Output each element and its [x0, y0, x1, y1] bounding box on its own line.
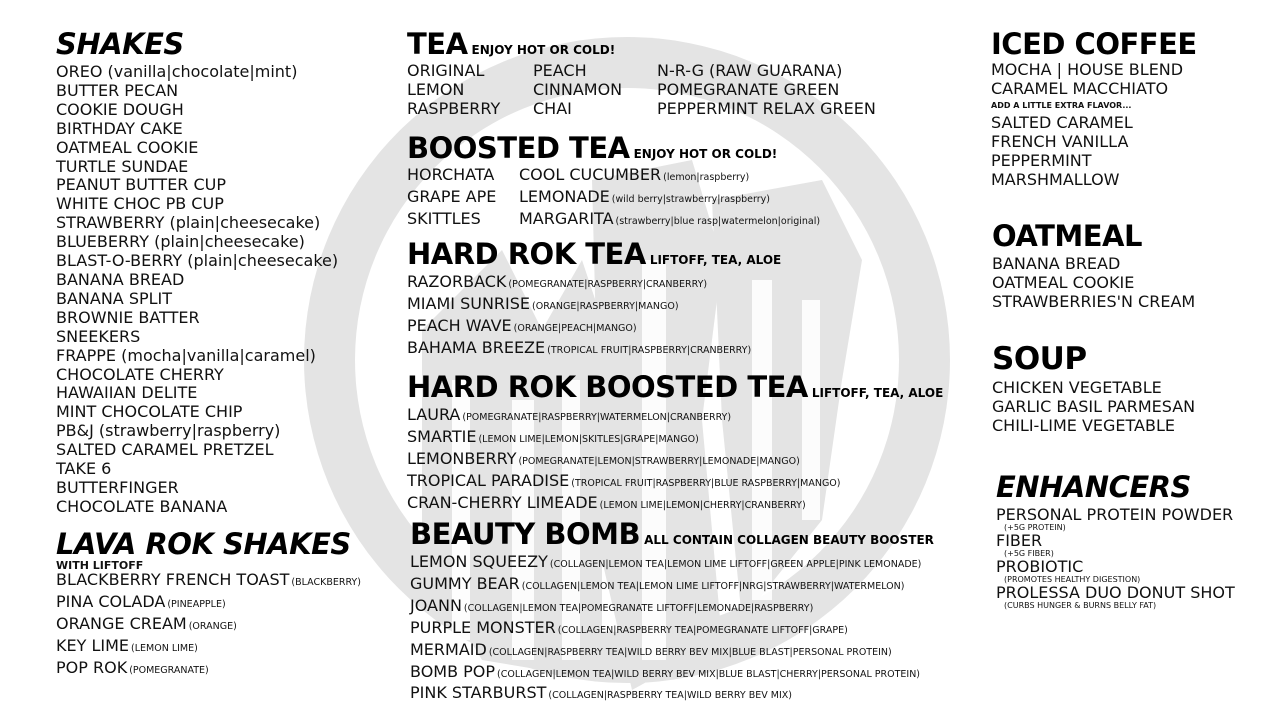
hardrokboosted-item — [407, 494, 967, 516]
hardrokboosted-item — [407, 472, 967, 494]
hardrokboosted-item-name: SMARTIE — [407, 426, 477, 446]
hardrokboosted-item-note: (LEMON LIME|LEMON|CHERRY|CRANBERRY) — [599, 499, 806, 511]
beauty-title: BEAUTY BOMB — [410, 517, 641, 551]
hardrokboosted-item-name: LAURA — [407, 405, 461, 424]
shake-item: BIRTHDAY CAKE — [56, 118, 183, 138]
hardrokboosted-item-name: CRAN-CHERRY LIMEADE — [407, 492, 598, 512]
tea-item: PEACH — [533, 61, 587, 80]
shake-item: SNEEKERS — [56, 326, 141, 346]
oatmeal-item: BANANA BREAD — [992, 254, 1121, 273]
tea-title: TEA — [407, 27, 468, 61]
enhancer-item: FIBER — [996, 531, 1043, 550]
beauty-item — [410, 641, 970, 663]
soup-list — [992, 379, 1195, 436]
boosted-item — [519, 166, 967, 188]
iced-flavor: SALTED CARAMEL — [991, 112, 1133, 132]
lava-item-name: PINA COLADA — [56, 591, 166, 611]
lava-list — [56, 571, 361, 681]
beauty-item — [410, 597, 970, 619]
iced-flavor: FRENCH VANILLA — [991, 131, 1129, 151]
boosted-item — [519, 210, 967, 232]
shakes-section — [56, 27, 339, 517]
shake-item: OATMEAL COOKIE — [56, 137, 199, 157]
hardrok-title: HARD ROK TEA — [407, 237, 646, 271]
shake-item: STRAWBERRY (plain|cheesecake) — [56, 213, 321, 233]
iced-flavor: MARSHMALLOW — [991, 169, 1120, 189]
hardrokboosted-item-note: (POMEGRANATE|LEMON|STRAWBERRY|LEMONADE|MANGO) — [518, 455, 800, 467]
beauty-item-note: (COLLAGEN|LEMON TEA|WILD BERRY BEV MIX|BLUE BLAST|CHERRY|PERSONAL PROTEIN) — [497, 668, 921, 680]
beauty-item-note: (COLLAGEN|LEMON TEA|LEMON LIME LIFTOFF|GREEN APPLE|PINK LEMONADE) — [549, 559, 922, 570]
shake-item: HAWAIIAN DELITE — [56, 383, 198, 403]
boosted-section — [407, 131, 967, 232]
lava-item-note: (BLACKBERRY) — [291, 577, 361, 588]
boosted-item-name: GRAPE APE — [407, 186, 497, 206]
soup-title: SOUP — [992, 341, 1087, 377]
iced-item: MOCHA | HOUSE BLEND — [991, 60, 1184, 79]
boosted-item-note: (lemon|raspberry) — [663, 172, 750, 183]
beauty-item-name: PINK STARBURST — [410, 683, 547, 703]
iced-extra-label: ADD A LITTLE EXTRA FLAVOR... — [991, 100, 1132, 110]
hardrok-item-name: RAZORBACK — [407, 272, 507, 291]
hardrokboosted-item — [407, 428, 967, 450]
shake-item: MINT CHOCOLATE CHIP — [56, 402, 243, 422]
enhancer-item: PROBIOTIC — [996, 557, 1084, 576]
shake-item: SALTED CARAMEL PRETZEL — [56, 440, 274, 460]
hardrokboosted-item-note: (TROPICAL FRUIT|RASPBERRY|BLUE RASPBERRY|MANGO) — [571, 477, 841, 489]
shake-item: PB&J (strawberry|raspberry) — [56, 421, 281, 441]
shake-item: BROWNIE BATTER — [56, 307, 200, 327]
oatmeal-title: OATMEAL — [992, 219, 1142, 253]
lava-item-name: KEY LIME — [56, 635, 130, 655]
hardrokboosted-item-name: TROPICAL PARADISE — [407, 470, 570, 490]
lava-item-note: (ORANGE) — [188, 620, 237, 632]
hardrok-item-note: (TROPICAL FRUIT|RASPBERRY|CRANBERRY) — [547, 344, 752, 356]
shake-item: CHOCOLATE BANANA — [56, 496, 228, 516]
beauty-list — [410, 553, 970, 706]
tea-item: LEMON — [407, 79, 465, 99]
beauty-item-note: (COLLAGEN|RASPBERRY TEA|WILD BERRY BEV MIX|BLUE BLAST|PERSONAL PROTEIN) — [488, 646, 892, 658]
tea-item: N-R-G (RAW GUARANA) — [657, 61, 843, 80]
beauty-subtitle: ALL CONTAIN COLLAGEN BEAUTY BOOSTER — [644, 533, 934, 547]
hardrok-list — [407, 273, 967, 361]
hardrok-item-note: (POMEGRANATE|RASPBERRY|CRANBERRY) — [508, 279, 708, 290]
hardrokboosted-item — [407, 406, 967, 428]
shake-item: WHITE CHOC PB CUP — [56, 194, 224, 214]
iced-list — [991, 61, 1197, 99]
boosted-item — [519, 188, 967, 210]
hardrok-item — [407, 317, 967, 339]
boosted-item-name: HORCHATA — [407, 165, 495, 184]
tea-item: RASPBERRY — [407, 98, 501, 118]
soup-section — [992, 341, 1196, 436]
boosted-grid — [407, 166, 967, 232]
enhancer-item: PROLESSA DUO DONUT SHOT — [996, 583, 1235, 602]
shake-item: TURTLE SUNDAE — [56, 156, 189, 176]
hardrok-section — [407, 237, 967, 361]
beauty-item-note: (COLLAGEN|LEMON TEA|LEMON LIME LIFTOFF|NRG|STRAWBERRY|WATERMELON) — [521, 580, 905, 592]
boosted-item-name: LEMONADE — [519, 186, 610, 206]
beauty-item-note: (COLLAGEN|RASPBERRY TEA|WILD BERRY BEV MIX) — [548, 690, 792, 702]
lava-subtitle: WITH LIFTOFF — [56, 559, 144, 572]
shakes-title: SHAKES — [56, 27, 184, 61]
hardrok-subtitle: LIFTOFF, TEA, ALOE — [649, 253, 782, 267]
enhancers-list — [996, 506, 1235, 610]
beauty-item — [410, 684, 970, 706]
hardrok-item — [407, 295, 967, 317]
hardrok-item-note: (ORANGE|RASPBERRY|MANGO) — [532, 300, 679, 312]
lava-item-name: POP ROK — [56, 657, 128, 677]
boosted-item-note: (strawberry|blue rasp|watermelon|original) — [615, 215, 821, 227]
lava-title: LAVA ROK SHAKES — [56, 527, 351, 561]
enhancer-note: (CURBS HUNGER & BURNS BELLY FAT) — [1004, 601, 1157, 610]
lava-item-name: BLACKBERRY FRENCH TOAST — [56, 570, 290, 589]
shake-item: BUTTER PECAN — [56, 80, 179, 100]
beauty-item — [410, 553, 970, 575]
lava-item — [56, 571, 361, 593]
shakes-list — [56, 63, 338, 517]
shake-item: COOKIE DOUGH — [56, 99, 184, 119]
hardrokboosted-section — [407, 370, 967, 516]
enhancer-note: (+5G FIBER) — [1004, 549, 1054, 558]
lava-item — [56, 659, 361, 681]
tea-subtitle: ENJOY HOT OR COLD! — [471, 43, 616, 57]
shake-item: CHOCOLATE CHERRY — [56, 364, 224, 384]
beauty-item-name: MERMAID — [410, 639, 487, 659]
lava-item — [56, 593, 361, 615]
beauty-item — [410, 663, 970, 685]
boosted-title: BOOSTED TEA — [407, 131, 630, 165]
iced-flavor: PEPPERMINT — [991, 150, 1092, 170]
enhancer-note: (PROMOTES HEALTHY DIGESTION) — [1004, 575, 1141, 584]
lava-item — [56, 615, 361, 637]
beauty-item-name: BOMB POP — [410, 661, 496, 681]
tea-item: ORIGINAL — [407, 61, 485, 80]
shake-item: BANANA SPLIT — [56, 288, 173, 308]
hardrokboosted-item-name: LEMONBERRY — [407, 448, 517, 468]
shake-item: PEANUT BUTTER CUP — [56, 175, 227, 195]
lava-item-note: (POMEGRANATE) — [129, 664, 209, 676]
shake-item: BANANA BREAD — [56, 269, 185, 289]
shake-item: FRAPPE (mocha|vanilla|caramel) — [56, 345, 316, 365]
boosted-item-name: SKITTLES — [407, 208, 481, 228]
soup-item: CHICKEN VEGETABLE — [992, 378, 1162, 397]
lava-section — [56, 527, 361, 681]
hardrokboosted-title: HARD ROK BOOSTED TEA — [407, 370, 808, 404]
hardrok-item — [407, 339, 967, 361]
tea-item: CHAI — [533, 98, 572, 118]
lava-item-note: (LEMON LIME) — [131, 642, 198, 654]
iced-section — [991, 27, 1197, 189]
shake-item: BLAST-O-BERRY (plain|cheesecake) — [56, 251, 339, 271]
soup-item: CHILI-LIME VEGETABLE — [992, 415, 1175, 435]
boosted-item — [407, 188, 519, 210]
oatmeal-list — [992, 255, 1195, 312]
hardrok-item-name: PEACH WAVE — [407, 315, 512, 335]
oatmeal-item: STRAWBERRIES'N CREAM — [992, 291, 1196, 311]
enhancer-item: PERSONAL PROTEIN POWDER — [996, 505, 1234, 524]
hardrok-item-name: MIAMI SUNRISE — [407, 293, 531, 313]
beauty-item-name: LEMON SQUEEZY — [410, 552, 548, 571]
lava-item-name: ORANGE CREAM — [56, 613, 187, 633]
boosted-item — [407, 210, 519, 232]
tea-item: POMEGRANATE GREEN — [657, 79, 840, 99]
iced-title: ICED COFFEE — [991, 27, 1197, 61]
tea-section — [407, 27, 967, 119]
boosted-item-name: COOL CUCUMBER — [519, 165, 662, 184]
enhancers-title: ENHANCERS — [996, 470, 1191, 504]
beauty-section — [410, 517, 970, 706]
soup-item: GARLIC BASIL PARMESAN — [992, 396, 1196, 416]
shake-item: BLUEBERRY (plain|cheesecake) — [56, 232, 305, 252]
beauty-item-note: (COLLAGEN|RASPBERRY TEA|POMEGRANATE LIFTOFF|GRAPE) — [557, 624, 848, 636]
oatmeal-item: OATMEAL COOKIE — [992, 272, 1135, 292]
beauty-item — [410, 619, 970, 641]
tea-item: PEPPERMINT RELAX GREEN — [657, 98, 876, 118]
lava-item-note: (PINEAPPLE) — [167, 598, 226, 610]
enhancers-section — [996, 470, 1235, 610]
beauty-item-name: GUMMY BEAR — [410, 573, 520, 593]
boosted-item — [407, 166, 519, 188]
tea-item: CINNAMON — [533, 79, 623, 99]
beauty-item-name: JOANN — [410, 595, 462, 615]
beauty-item — [410, 575, 970, 597]
hardrokboosted-item-note: (LEMON LIME|LEMON|SKITLES|GRAPE|MANGO) — [478, 433, 699, 445]
boosted-subtitle: ENJOY HOT OR COLD! — [633, 147, 778, 161]
enhancer-note: (+5G PROTEIN) — [1004, 523, 1066, 532]
iced-flavors — [991, 114, 1197, 190]
iced-item: CARAMEL MACCHIATO — [991, 78, 1169, 98]
hardrok-item — [407, 273, 967, 295]
beauty-item-note: (COLLAGEN|LEMON TEA|POMEGRANATE LIFTOFF|LEMONADE|RASPBERRY) — [463, 602, 814, 614]
hardrokboosted-subtitle: LIFTOFF, TEA, ALOE — [811, 386, 944, 400]
boosted-item-note: (wild berry|strawberry|raspberry) — [611, 193, 770, 205]
oatmeal-section — [992, 219, 1196, 312]
hardrok-item-name: BAHAMA BREEZE — [407, 337, 546, 357]
shake-item: TAKE 6 — [56, 459, 112, 479]
lava-item — [56, 637, 361, 659]
hardrokboosted-item-note: (POMEGRANATE|RASPBERRY|WATERMELON|CRANBERRY) — [462, 412, 732, 423]
hardrok-item-note: (ORANGE|PEACH|MANGO) — [513, 322, 637, 334]
hardrokboosted-list — [407, 406, 967, 516]
shake-item: OREO (vanilla|chocolate|mint) — [56, 62, 298, 81]
beauty-item-name: PURPLE MONSTER — [410, 617, 556, 637]
hardrokboosted-item — [407, 450, 967, 472]
boosted-item-name: MARGARITA — [519, 208, 614, 228]
tea-grid — [407, 62, 967, 119]
shake-item: BUTTERFINGER — [56, 477, 179, 497]
